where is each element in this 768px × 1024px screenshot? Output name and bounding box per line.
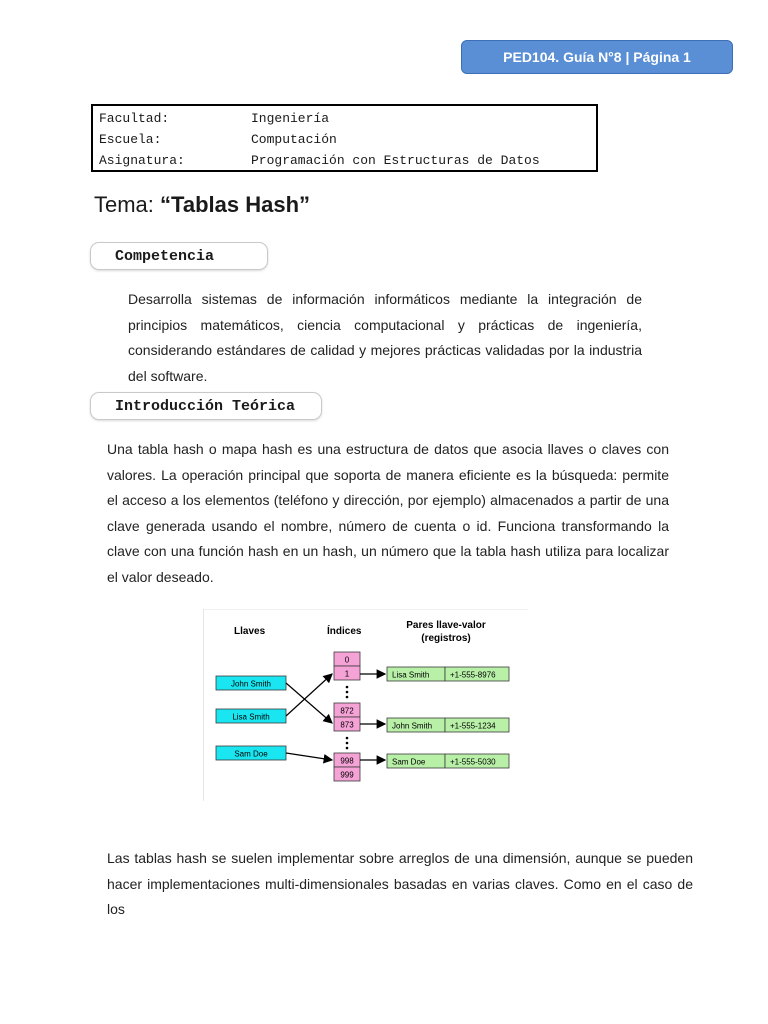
record-phone: +1-555-5030 [450, 757, 496, 767]
bottom-paragraph: Las tablas hash se suelen implementar sobre arreglos de una dimensión, aunque se pueden hacer implementaciones multi-dimensionales basadas en varias claves. Como en el caso de los [107, 850, 693, 917]
topic-name: “Tablas Hash” [160, 192, 311, 217]
index-cell-999 [334, 767, 360, 781]
index-label: 999 [340, 770, 354, 780]
competencia-text: Desarrolla sistemas de información informáticos mediante la integración de principios matemáticos, ciencia computacional y prácticas de ingeniería, considerando estándares de calidad y mejores prácticas validadas por la industria del software. [128, 291, 642, 384]
info-row-facultad [99, 108, 590, 129]
topic-prefix: Tema: [94, 192, 154, 217]
index-label: 1 [344, 669, 350, 679]
hash-table-diagram [203, 609, 528, 801]
record-name: Sam Doe [392, 757, 426, 767]
course-info-table [91, 104, 598, 172]
key-box-john-smith [216, 676, 286, 690]
competencia-heading: Competencia [90, 242, 268, 270]
key-label: Sam Doe [234, 749, 268, 759]
record-phone: +1-555-1234 [450, 721, 496, 731]
index-cell-872 [334, 703, 360, 717]
topic-title [94, 192, 310, 218]
pairs-column-subheader: (registros) [421, 633, 471, 644]
ellipsis-dots [346, 686, 349, 699]
record-lisa-smith [387, 667, 509, 681]
index-cell-1 [334, 666, 360, 680]
indices-column-header: Índices [327, 626, 362, 637]
index-label: 0 [344, 655, 350, 665]
introduccion-text: Una tabla hash o mapa hash es una estructura de datos que asocia llaves o claves con valores. La operación principal que soporta de manera eficiente es la búsqueda: permite el acceso a los elementos (teléfono y dirección, por ejemplo) almacenados a partir de una clave generada usando el nombre, número de cuenta o id. Funciona transformando la clave con una función hash en un hash, un número que la tabla hash utiliza para localizar el valor deseado. [107, 441, 669, 585]
key-label: John Smith [230, 679, 272, 689]
info-row-escuela [99, 129, 590, 150]
info-value: Computación [251, 132, 337, 147]
key-label: Lisa Smith [232, 712, 270, 722]
keys-column-header: Llaves [234, 626, 266, 637]
record-john-smith [387, 718, 509, 732]
index-cell-873 [334, 717, 360, 731]
record-name: John Smith [392, 721, 433, 731]
record-phone: +1-555-8976 [450, 670, 496, 680]
record-name: Lisa Smith [392, 670, 430, 680]
ellipsis-dots [346, 737, 349, 750]
info-value: Ingeniería [251, 111, 330, 126]
info-label: Escuela: [99, 132, 162, 147]
info-label: Asignatura: [99, 153, 185, 168]
index-label: 872 [340, 706, 354, 716]
info-row-asignatura [99, 150, 590, 171]
info-label: Facultad: [99, 111, 170, 126]
info-value: Programación con Estructuras de Datos [251, 153, 540, 168]
index-cell-0 [334, 652, 360, 666]
index-label: 873 [340, 720, 354, 730]
index-label: 998 [340, 756, 354, 766]
index-cell-998 [334, 753, 360, 767]
introduccion-heading: Introducción Teórica [90, 392, 322, 420]
pairs-column-header: Pares llave-valor [406, 620, 486, 631]
key-box-sam-doe [216, 746, 286, 760]
record-sam-doe [387, 754, 509, 768]
page-header-badge: PED104. Guía N°8 | Página 1 [461, 40, 733, 74]
key-box-lisa-smith [216, 709, 286, 723]
